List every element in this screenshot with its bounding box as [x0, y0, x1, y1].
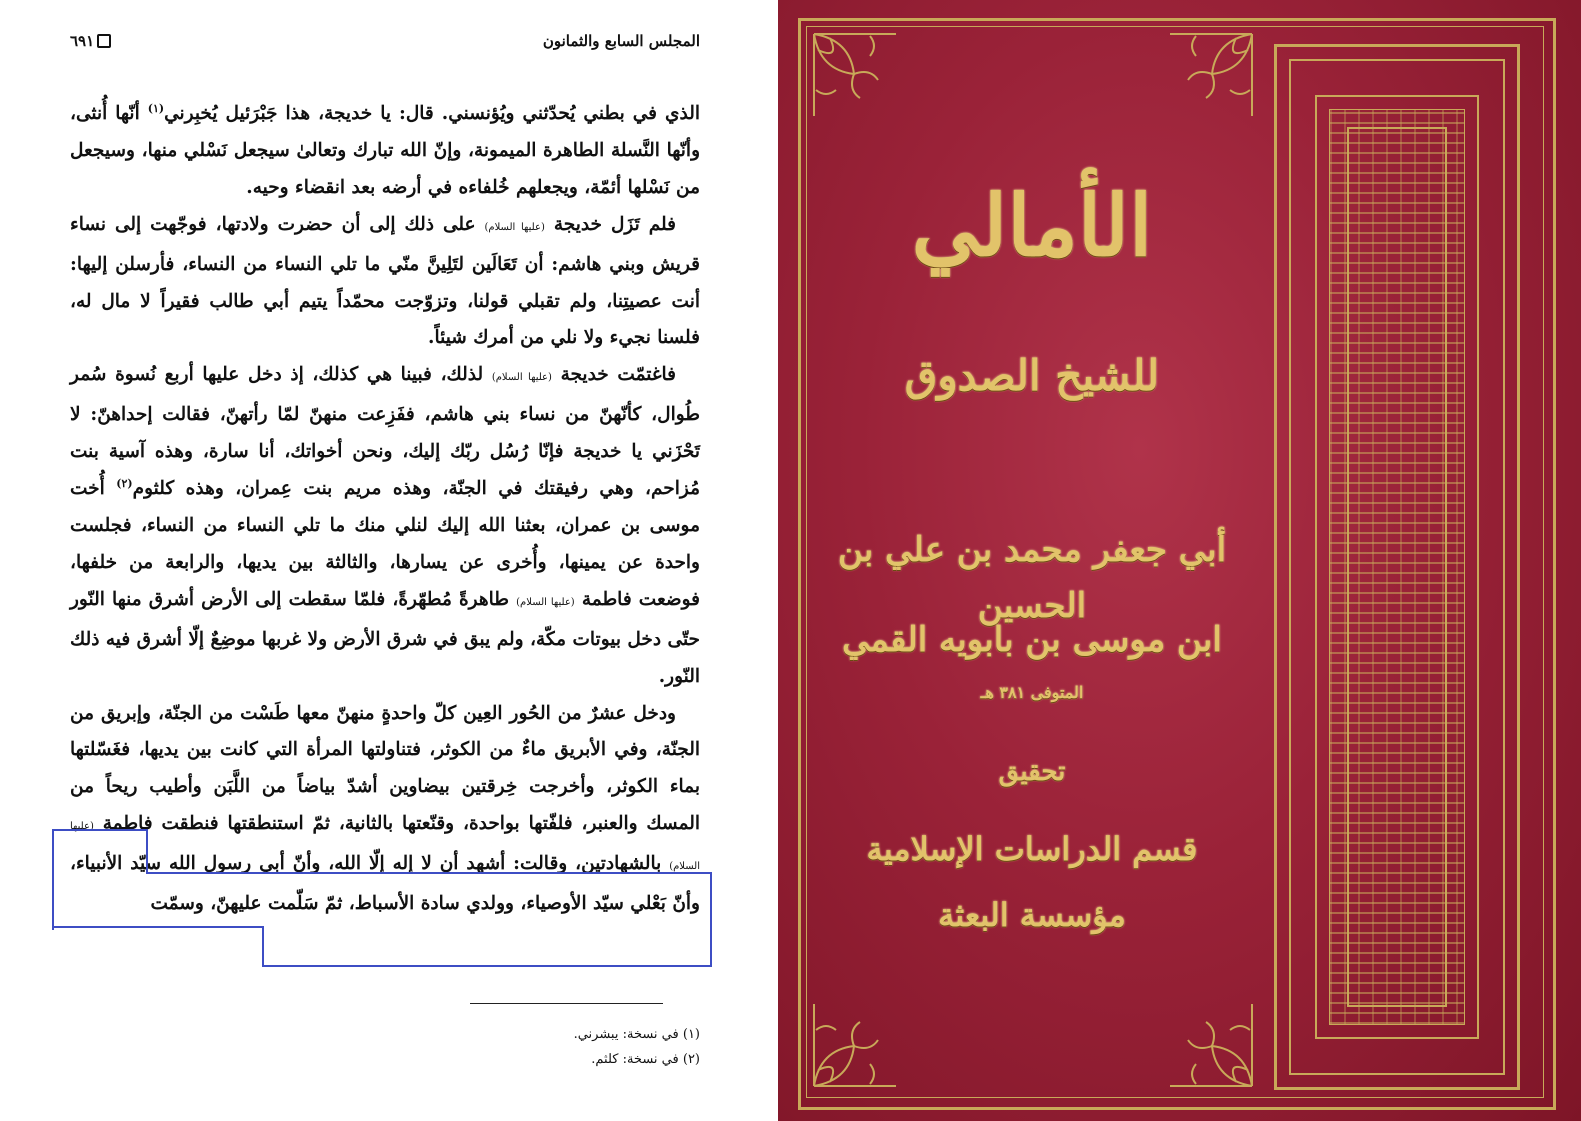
highlight-outline: [52, 926, 264, 928]
highlight-outline: [262, 926, 264, 967]
honorific: (عليها السلام): [70, 821, 700, 873]
paragraph: [70, 96, 700, 207]
corner-ornament-icon: [1166, 1000, 1256, 1090]
footnote-ref: (١): [147, 101, 165, 115]
honorific: (عليها السلام): [516, 596, 575, 608]
corner-ornament-icon: [810, 30, 900, 120]
text-run: بالشهادتين، وقالت: أشهد أن لا إله إلّا الله، وأنّ أبي رسول الله سيّد الأنبياء، وأنّ بَعْلي سيّد الأوصياء، وولدي سادة الأسباط، ثمّ سَلّمت عليهنّ، وسمّت: [70, 853, 700, 915]
panel-frame: [1347, 127, 1447, 1007]
running-head: [70, 32, 700, 58]
cover-title: الأمالي: [911, 176, 1153, 275]
footnote-ref: (٢): [116, 476, 133, 490]
corner-ornament-icon: [1166, 30, 1256, 120]
paragraph: [70, 357, 700, 695]
cover-department: قسم الدراسات الإسلامية: [866, 830, 1198, 868]
cover-subtitle: للشيخ الصدوق: [904, 351, 1160, 400]
chapter-title: المجلس السابع والثمانون: [542, 32, 700, 50]
highlight-outline: [710, 872, 712, 967]
book-cover: [778, 0, 1581, 1121]
text-run: الذي في بطني يُحدّثني ويُؤنسني. قال: يا خديجة، هذا جَبْرَئيل يُخبِرني: [164, 103, 700, 124]
cover-author-line-1: أبي جعفر محمد بن علي بن الحسين: [837, 530, 1227, 626]
paragraph: [70, 207, 700, 358]
paragraph: [70, 696, 700, 923]
text-run: أنّها أُنثى، وأنّها النَّسلة الطاهرة الميمونة، وإنّ الله تبارك وتعالىٰ سيجعل نَسْلي منها، وسيجعل من نَسْلها أئمّة، ويجعلهم خُلفاءه في أرضه بعد انقضاء وحيه.: [70, 103, 700, 198]
page-number-box-icon: [97, 34, 111, 48]
text-run: طاهرةً مُطهّرةً، فلمّا سقطت إلى الأرض أشرق منها النّور حتّى دخل بيوتات مكّة، ولم يبق في شرق الأرض ولا غربها موضِعٌ إلّا أشرق فيه ذلك النّور.: [69, 588, 700, 687]
corner-ornament-icon: [810, 1000, 900, 1090]
cover-tahqiq: تحقيق: [998, 757, 1066, 787]
footnote-rule: [470, 1003, 663, 1004]
text-run: ودخل عشرٌ من الحُور العِين كلّ واحدةٍ منهنّ معها طَسْت من الجنّة، وإبريق من الجنّة، وفي الأبريق ماءٌ من الكوثر، فتناولتها المرأة التي كانت بين يديها، فغَسّلتها بماء الكوثر، وأخرجت خِرقتين بيضاوين أشدّ بياضاً من اللَّبَن وأطيب ريحاً من المسك والعنبر، فلفّتها بواحدة، وقنّعتها بالثانية، ثمّ استنطقتها فنطقت فاطمة: [70, 702, 700, 835]
cover-institution: مؤسسة البعثة: [938, 896, 1126, 934]
cover-death-date: المتوفى ٣٨١ هـ: [980, 683, 1084, 702]
cover-author-line-2: ابن موسى بن بابويه القمي: [842, 620, 1222, 660]
page-number-text: ٦٩١: [70, 32, 95, 50]
page-number: [70, 32, 111, 50]
footnotes: [470, 1022, 700, 1072]
body-text: [70, 96, 700, 923]
honorific: (عليها السلام): [484, 221, 545, 233]
text-run: فاغتمّت خديجة: [551, 364, 677, 386]
text-run: لذلك، فبينا هي كذلك، إذ دخل عليها أربع نُسوة سُمر طُوال، كأنّهنّ من نساء بني هاشم، ففَزِعت منهنّ لمّا رأتهنّ، فقالت إحداهنّ: لا تَحْزَني يا خديجة فإنّا رُسُل ربّك إليك، ونحن أخواتك، أنا سارة، وهذه آسية بنت مُزاحم، وهي رفيقتك في الجنّة، وهذه مريم بنت عِمران، وهذه كلثوم: [70, 364, 700, 500]
book-page: [0, 0, 778, 1121]
text-run: على ذلك إلى أن حضرت ولادتها، فوجّهت إلى نساء قريش وبني هاشم: أن تَعَالَين لتَلِينَّ منّي ما تلي النساء من النساء، فأرسلن إليها: أنت عصيتِنا، ولم تقبلي قولنا، وتزوّجت محمّداً يتيم أبي طالب فقيراً لا مال له، فلسنا نجيء ولا نلي من أمرك شيئاً.: [70, 213, 700, 349]
ornamental-side-panel: [1274, 44, 1520, 1090]
text-run: فلم تَزَل خديجة: [544, 213, 677, 235]
text-run: أُخت موسى بن عمران، بعثنا الله إليك لنلي منك ما تلي النساء من النساء، فجلست واحدة عن يمينها، وأُخرى عن يسارها، والثالثة بين يديها، والرابعة من خلفها، فوضعت فاطمة: [70, 478, 700, 610]
footnote-2: (٢) في نسخة: كلثم.: [591, 1052, 700, 1067]
honorific: (عليها السلام): [491, 372, 552, 384]
highlight-outline: [262, 965, 712, 967]
footnote-1: (١) في نسخة: يبشرني.: [573, 1027, 700, 1042]
